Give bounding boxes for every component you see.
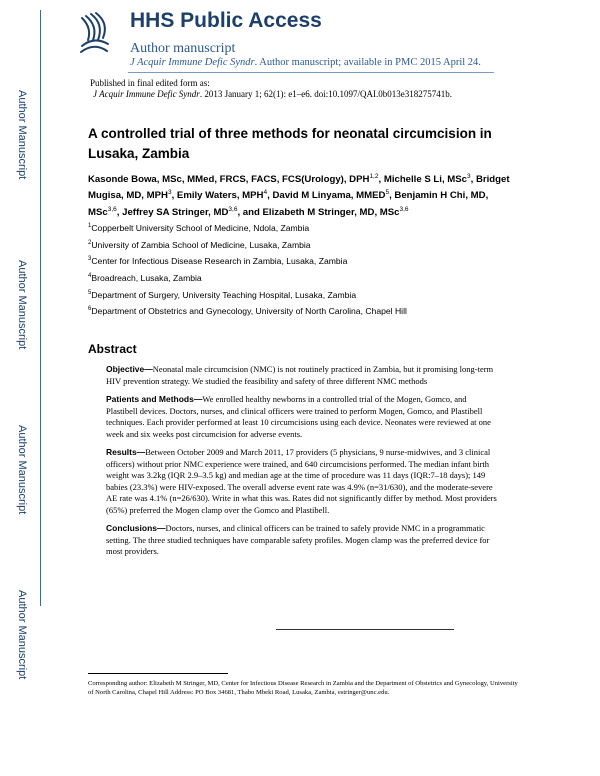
author-manuscript-subtitle: Author manuscript [130,41,236,56]
citation-text: . 2013 January 1; 62(1): e1–e6. doi:10.1097/QAI.0b013e318275741b. [199,89,453,99]
abstract-methods: Patients and Methods—We enrolled healthy newborns in a controlled trial of the Mogen, Gomco, and Plastibell devices. Doctors, nurses, and clinical officers were trained to perform Mogen, Gomco, and Plastibell techniques. Each provider performed at least 10 circumcisions using each device. Neonates were reviewed at one week and six weeks post circumcision for adverse events. [106,394,491,439]
abstract-heading: Abstract [88,342,137,356]
abstract-body [106,364,498,565]
availability-text: . Author manuscript; available in PMC 2015 April 24. [254,57,481,68]
journal-availability-line [130,57,481,68]
affiliation-item: $^4$Broadreach, Lusaka, Zambia [88,272,202,283]
author-manuscript-side-label: Author Manuscript [16,590,28,680]
author: Jeffrey SA Stringer, MD$^{3,6}$, and [122,205,263,218]
journal-abbrev: J Acquir Immune Defic Syndr [130,57,255,68]
hhs-title: HHS Public Access [130,9,322,32]
article-title: A controlled trial of three methods for neonatal circumcision in Lusaka, Zambia [88,126,492,161]
abstract-objective: Objective—Neonatal male circumcision (NMC) is not routinely practiced in Zambia, but it promising long-term HIV prevention strategy. We studied the feasibility and safety of three different NMC methods [106,364,494,386]
header-rule [128,72,494,73]
abstract-results: Results—Between October 2009 and March 2011, 17 providers (5 physicians, 9 nurse-midwives, and 3 clinical officers) without prior NMC experience were trained, and 640 circumcisions performed. The median infant birth weight was 3.2kg (IQR 2.9–3.5 kg) and median age at the time of procedure was 11 days (IQR:7–18 days); 149 babies (23.3%) were HIV-exposed. The overall adverse event rate was 4.9% (n=31/630), and the moderate-severe AE rate was 4.1% (n=26/630). Write in what this was. Rates did not significantly differ by method. Most providers (65%) preferred the Mogen clamp over the Gomco and Plastibell. [106,447,497,515]
author: Kasonde Bowa, MSc, MMed, FRCS, FACS, FCS(Urology), DPH$^{1,2}$, [88,173,384,186]
affiliation-item: $^2$University of Zambia School of Medicine, Lusaka, Zambia [88,239,311,250]
author: Bridget Mugisa, MD, MPH$^3$, [88,174,510,202]
author: Elizabeth M Stringer, MD, MSc$^{3,6}$ [262,205,409,218]
affiliation-item: $^5$Department of Surgery, University Teaching Hospital, Lusaka, Zambia [88,289,357,300]
footnote-rule [88,673,228,674]
affiliation-item: $^3$Center for Infectious Disease Research in Zambia, Lusaka, Zambia [88,256,348,267]
publication-info [90,78,452,100]
abstract-conclusions: Conclusions—Doctors, nurses, and clinical officers can be trained to safely provide NMC in a programmatic setting. The three studied techniques have comparable safety profiles. Mogen clamp was the preferred device for most providers. [106,523,490,556]
author-manuscript-side-label: Author Manuscript [16,260,28,350]
citation-line [90,89,452,100]
author-manuscript-side-label: Author Manuscript [16,90,28,180]
margin-divider [40,10,41,606]
author: David M Linyama, MMED$^5$, [272,189,395,202]
hhs-eagle-logo-icon [76,10,112,58]
affiliation-item: $^6$Department of Obstetrics and Gynecology, University of North Carolina, Chapel Hill [88,306,407,317]
author-manuscript-side-label: Author Manuscript [16,425,28,515]
author: Michelle S Li, MSc$^3$, [383,173,476,186]
author: Benjamin H Chi, MD, MSc$^{3,6}$, [88,190,489,218]
affiliation-item: $^1$Copperbelt University School of Medicine, Ndola, Zambia [88,222,310,233]
author: Emily Waters, MPH$^4$, [176,189,273,202]
author-list [88,170,513,219]
citation-journal: J Acquir Immune Defic Syndr [93,89,200,99]
affiliation-list [88,221,528,321]
published-label: Published in final edited form as: [90,78,210,88]
corresponding-author-footnote: Corresponding author: Elizabeth M Stringer, MD, Center for Infectious Disease Research in Zambia and the Department of Obstetrics and Gynecology, University of North Carolina, Chapel Hill Address: PO Box 34681, Thabo Mbeki Road, Lusaka, Zambia, estringer@unc.edu. [88,680,518,696]
underline-mark [276,629,454,630]
